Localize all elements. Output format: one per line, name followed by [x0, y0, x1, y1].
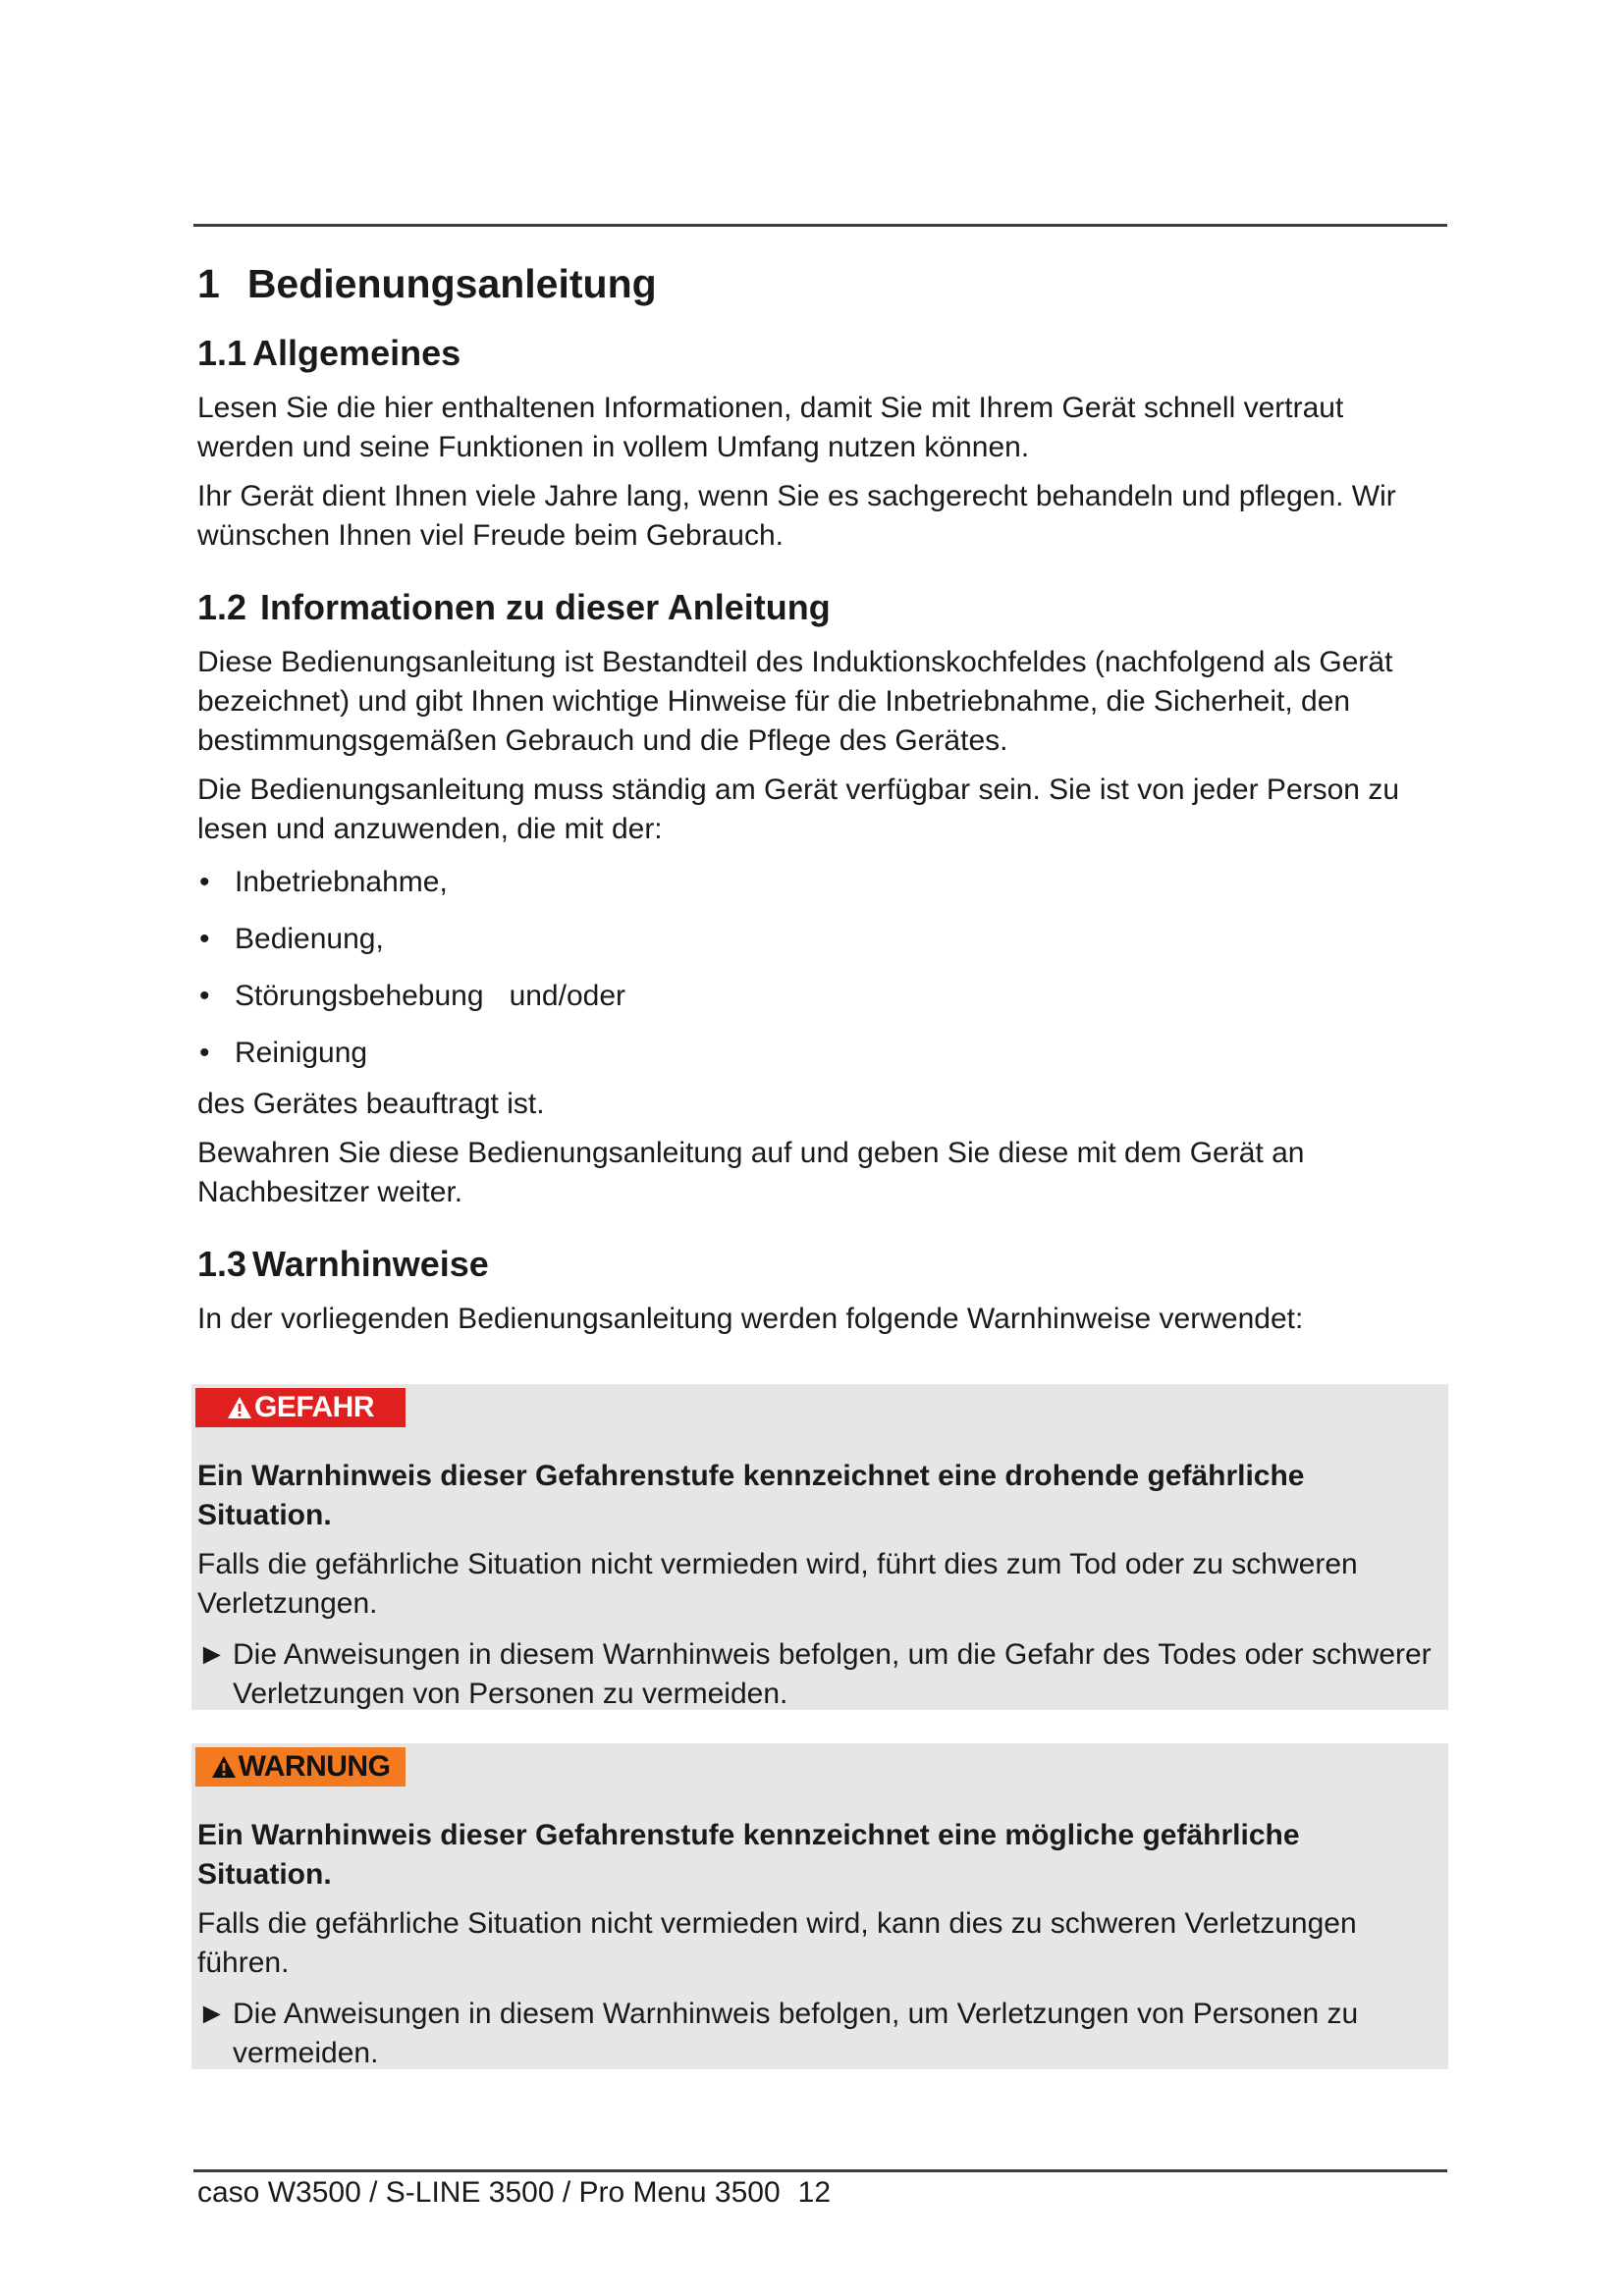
list-item — [197, 863, 1444, 902]
section-title: Informationen zu dieser Anleitung — [260, 587, 831, 628]
document-body — [197, 247, 1444, 1339]
list-item — [197, 920, 1444, 959]
warning-text: Falls die gefährliche Situation nicht vermieden wird, kann dies zu schweren Verletzungen führen. — [197, 1907, 1357, 1979]
signal-word: GEFAHR — [253, 1391, 374, 1423]
warning-headline: Ein Warnhinweis dieser Gefahrenstufe kennzeichnet eine mögliche gefährliche Situation. — [197, 1819, 1300, 1891]
list-item — [197, 977, 1444, 1016]
bullet-dot-icon: • — [199, 923, 210, 956]
warning-headline: Ein Warnhinweis dieser Gefahrenstufe kennzeichnet eine drohende gefährliche Situation. — [197, 1460, 1305, 1531]
footer-rule — [193, 2169, 1447, 2172]
list-item-text: Reinigung — [235, 1037, 368, 1070]
paragraph: Lesen Sie die hier enthaltenen Informationen, damit Sie mit Ihrem Gerät schnell vertraut werden und seine Funktionen in vollem Umfang nutzen können. — [197, 392, 1344, 464]
warning-body — [197, 1457, 1435, 1714]
bullet-dot-icon: • — [199, 980, 210, 1013]
bullet-dot-icon: • — [199, 1037, 210, 1070]
paragraph: des Gerätes beauftragt ist. — [197, 1088, 545, 1121]
warning-body — [197, 1816, 1435, 2073]
section-number: 1.1 — [197, 333, 247, 374]
section-heading-warnhinweise — [197, 1242, 1444, 1286]
warning-triangle-icon — [211, 1754, 237, 1780]
warning-action — [197, 1995, 1435, 2073]
list-item-text: Bedienung, — [235, 923, 384, 956]
chapter-heading — [197, 259, 1444, 309]
list-item — [197, 1034, 1444, 1073]
list-item-text: Störungsbehebung — [235, 980, 484, 1013]
paragraph: In der vorliegenden Bedienungsanleitung werden folgende Warnhinweise verwendet: — [197, 1303, 1304, 1336]
bullet-dot-icon: • — [199, 866, 210, 899]
paragraph: Bewahren Sie diese Bedienungsanleitung auf und geben Sie diese mit dem Gerät an Nachbesitzer weiter. — [197, 1137, 1305, 1209]
chapter-title: Bedienungsanleitung — [246, 261, 657, 306]
list-item-suffix: und/oder — [509, 980, 625, 1013]
section-number: 1.3 — [197, 1244, 247, 1285]
page-number: 12 — [797, 2176, 832, 2209]
warning-text: Falls die gefährliche Situation nicht vermieden wird, führt dies zum Tod oder zu schweren Verletzungen. — [197, 1548, 1358, 1620]
paragraph: Diese Bedienungsanleitung ist Bestandteil des Induktionskochfeldes (nachfolgend als Gerät bezeichnet) und gibt Ihnen wichtige Hinweise für die Inbetriebnahme, die Sicherheit, den bestimmungsgemäßen Gebrauch und die Pflege des Gerätes. — [197, 646, 1393, 758]
signal-word: WARNUNG — [238, 1750, 391, 1783]
warning-box-warnung — [191, 1743, 1448, 2069]
warning-action-text: Die Anweisungen in diesem Warnhinweis befolgen, um die Gefahr des Todes oder schwerer Verletzungen von Personen zu vermeiden. — [233, 1638, 1432, 1710]
chapter-number: 1 — [197, 261, 220, 306]
section-number: 1.2 — [197, 587, 247, 628]
footer-model: caso W3500 / S-LINE 3500 / Pro Menu 3500 — [197, 2176, 781, 2209]
warning-box-gefahr — [191, 1384, 1448, 1710]
section-title: Allgemeines — [252, 333, 461, 374]
warning-action-text: Die Anweisungen in diesem Warnhinweis befolgen, um Verletzungen von Personen zu vermeiden. — [233, 1998, 1359, 2069]
signal-label-warnung — [195, 1747, 406, 1787]
section-title: Warnhinweise — [252, 1244, 489, 1285]
warning-action — [197, 1635, 1435, 1714]
paragraph: Die Bedienungsanleitung muss ständig am Gerät verfügbar sein. Sie ist von jeder Person zu lesen und anzuwenden, die mit der: — [197, 774, 1400, 846]
signal-label-gefahr — [195, 1388, 406, 1427]
list-item-text: Inbetriebnahme, — [235, 866, 448, 899]
warning-triangle-icon — [227, 1395, 252, 1420]
right-triangle-arrow-icon: ► — [197, 1998, 227, 2030]
paragraph: Ihr Gerät dient Ihnen viele Jahre lang, wenn Sie es sachgerecht behandeln und pflegen. Wir wünschen Ihnen viel Freude beim Gebrauch. — [197, 480, 1396, 553]
page-footer — [197, 2173, 831, 2213]
header-rule — [193, 224, 1447, 227]
right-triangle-arrow-icon: ► — [197, 1638, 227, 1671]
section-heading-allgemeines — [197, 331, 1444, 375]
bullet-list — [197, 863, 1444, 1073]
section-heading-informationen — [197, 585, 1444, 629]
